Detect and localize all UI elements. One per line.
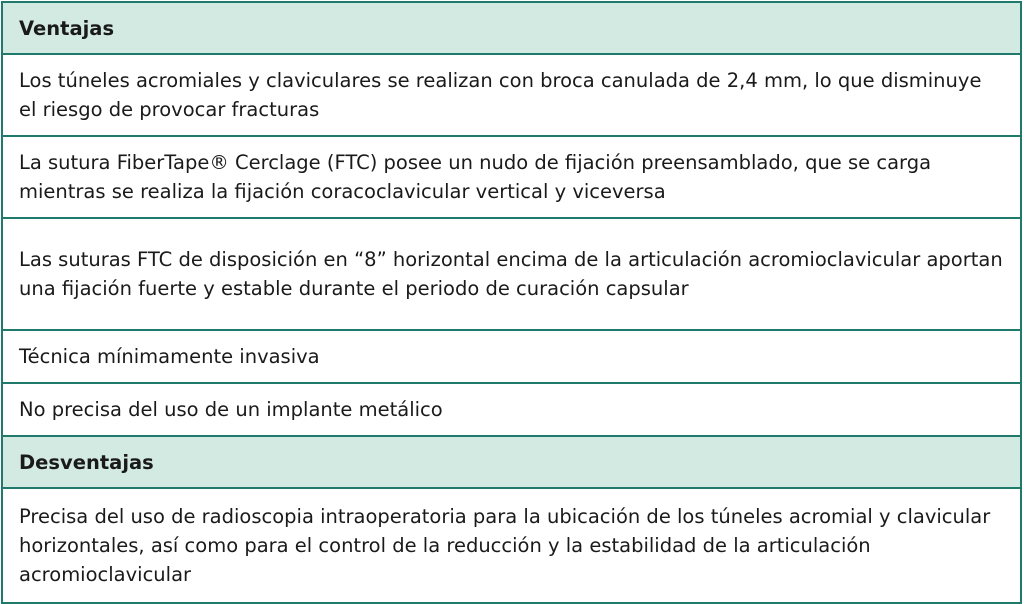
ventaja-row-4 (3, 331, 1020, 384)
ventaja-text-4: Técnica mínimamente invasiva (19, 345, 320, 368)
desventajas-header-row (3, 437, 1020, 489)
ventaja-text-3: Las suturas FTC de disposición en “8” horizontal encima de la articulación acromioclavicular aportan una fijación fuerte y estable durante el periodo de curación capsular (19, 248, 1003, 300)
desventaja-row-1 (3, 489, 1020, 602)
ventaja-row-5 (3, 384, 1020, 437)
ventaja-row-2 (3, 137, 1020, 219)
ventajas-header-row (3, 3, 1020, 55)
desventaja-text-1: Precisa del uso de radioscopia intraoperatoria para la ubicación de los túneles acromial y clavicular horizontales, así como para el control de la reducción y la estabilidad de la articulación acromioclavicular (19, 505, 991, 586)
ventaja-row-3 (3, 219, 1020, 331)
desventajas-heading: Desventajas (19, 450, 154, 474)
ventaja-text-5: No precisa del uso de un implante metálico (19, 398, 443, 421)
ventaja-text-2: La sutura FiberTape® Cerclage (FTC) posee un nudo de fijación preensamblado, que se carga mientras se realiza la fijación coracoclavicular vertical y viceversa (19, 151, 932, 203)
ventaja-text-1: Los túneles acromiales y claviculares se realizan con broca canulada de 2,4 mm, lo que disminuye el riesgo de provocar fracturas (19, 69, 982, 121)
ventaja-row-1 (3, 55, 1020, 137)
ventajas-heading: Ventajas (19, 16, 115, 40)
pros-cons-table (1, 1, 1022, 604)
